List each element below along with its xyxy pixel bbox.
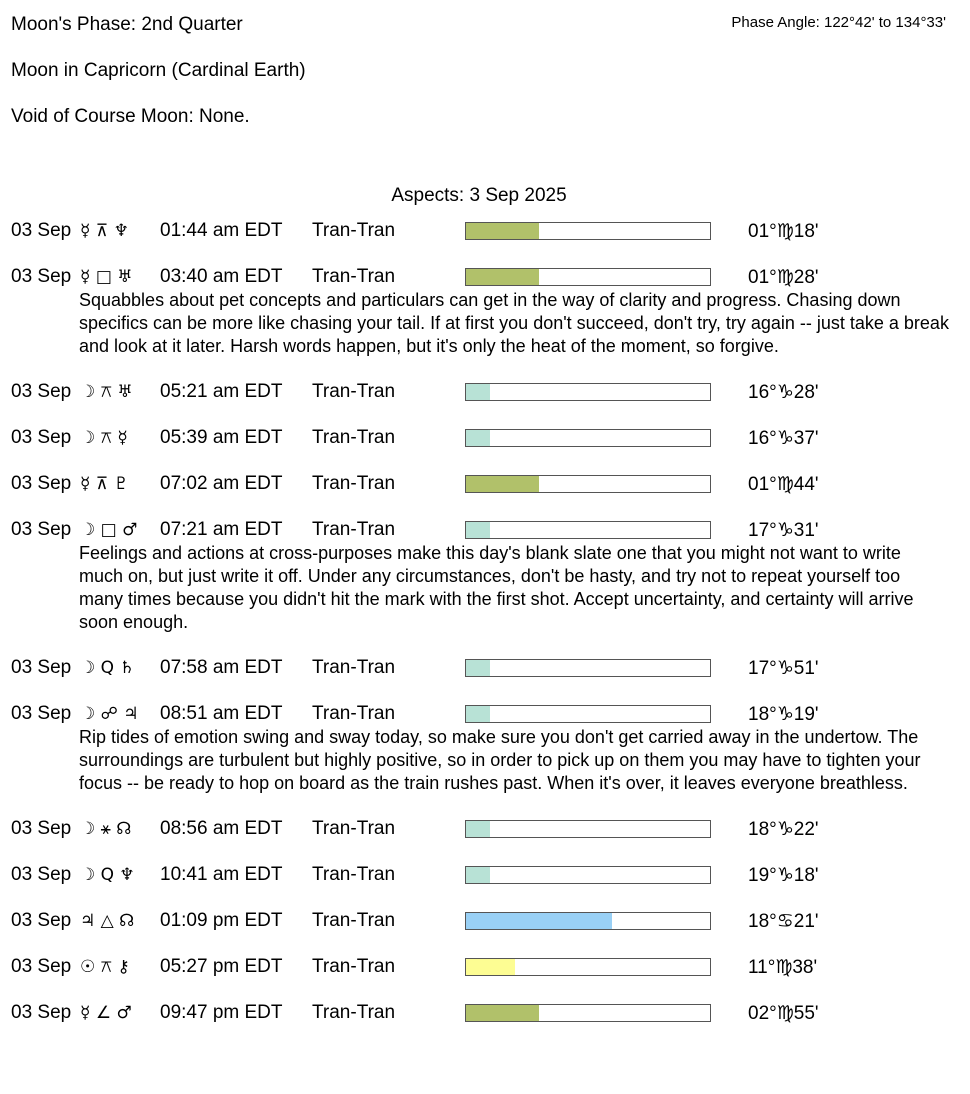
aspect-time: 07:21 am EDT [160, 519, 283, 540]
aspect-time: 05:27 pm EDT [160, 956, 283, 977]
row-spacer [11, 888, 961, 910]
aspect-time: 03:40 am EDT [160, 266, 283, 287]
strength-bar [465, 820, 711, 838]
aspect-time: 05:21 am EDT [160, 381, 283, 402]
moon-sign: Moon in Capricorn (Cardinal Earth) [11, 60, 306, 81]
aspect-glyphs: ☿ ⊼ ♇ [80, 474, 129, 494]
aspect-glyphs: ☉ ⚻ ⚷ [80, 957, 130, 977]
aspect-date: 03 Sep [11, 956, 72, 977]
strength-bar [465, 383, 711, 401]
aspect-glyphs: ♃ △ ☊ [80, 911, 135, 931]
aspect-glyphs: ☽ ☍ ♃ [80, 704, 139, 724]
strength-bar-fill [466, 384, 490, 400]
aspect-position: 17°♑51' [748, 658, 819, 679]
aspect-date: 03 Sep [11, 427, 72, 448]
aspect-time: 08:56 am EDT [160, 818, 283, 839]
strength-bar-fill [466, 223, 539, 239]
aspect-date: 03 Sep [11, 818, 72, 839]
aspect-date: 03 Sep [11, 266, 72, 287]
aspect-date: 03 Sep [11, 220, 72, 241]
aspect-time: 09:47 pm EDT [160, 1002, 283, 1023]
aspect-glyphs: ☿ ∠ ♂ [80, 1003, 132, 1023]
strength-bar-fill [466, 867, 490, 883]
aspect-date: 03 Sep [11, 381, 72, 402]
aspect-row [11, 703, 961, 727]
aspect-glyphs: ☽ Q ♄ [80, 658, 135, 678]
aspect-row [11, 473, 961, 497]
strength-bar [465, 705, 711, 723]
aspect-row [11, 266, 961, 290]
strength-bar [465, 958, 711, 976]
row-spacer [11, 980, 961, 1002]
strength-bar-fill [466, 706, 490, 722]
aspect-type: Tran-Tran [312, 266, 396, 287]
strength-bar-fill [466, 660, 490, 676]
aspect-description: Squabbles about pet concepts and particulars can get in the way of clarity and progress. Chasing down specifics can be more like chasing your tail. If at first you don't succeed, don't try, try again -- just take a break and look at it later. Harsh words happen, but it's only the heat of the moment, so forgive. [79, 290, 949, 356]
aspect-glyphs: ☽ Q ♆ [80, 865, 135, 885]
row-spacer [11, 934, 961, 956]
row-spacer [11, 842, 961, 864]
aspect-position: 17°♑31' [748, 520, 819, 541]
aspect-type: Tran-Tran [312, 864, 396, 885]
strength-bar-fill [466, 959, 515, 975]
row-spacer [11, 405, 961, 427]
void-of-course: Void of Course Moon: None. [11, 106, 250, 127]
strength-bar-fill [466, 913, 612, 929]
strength-bar [465, 429, 711, 447]
aspect-position: 01°♍18' [748, 221, 819, 242]
strength-bar-fill [466, 476, 539, 492]
aspect-type: Tran-Tran [312, 381, 396, 402]
phase-angle: Phase Angle: 122°42' to 134°33' [731, 14, 946, 31]
strength-bar [465, 475, 711, 493]
aspect-type: Tran-Tran [312, 519, 396, 540]
row-spacer [11, 451, 961, 473]
aspect-position: 18°♋21' [748, 911, 819, 932]
aspect-date: 03 Sep [11, 910, 72, 931]
aspect-time: 05:39 am EDT [160, 427, 283, 448]
strength-bar [465, 268, 711, 286]
strength-bar-fill [466, 821, 490, 837]
aspect-position: 18°♑22' [748, 819, 819, 840]
strength-bar-fill [466, 269, 539, 285]
aspect-row [11, 519, 961, 543]
strength-bar [465, 521, 711, 539]
aspect-row [11, 956, 961, 980]
aspect-date: 03 Sep [11, 519, 72, 540]
aspect-row [11, 910, 961, 934]
aspect-glyphs: ☿ □ ♅ [80, 267, 133, 287]
row-spacer [11, 497, 961, 519]
moon-phase: Moon's Phase: 2nd Quarter [11, 14, 243, 35]
aspects-title: Aspects: 3 Sep 2025 [391, 185, 567, 206]
row-spacer [11, 634, 961, 657]
aspect-position: 16°♑37' [748, 428, 819, 449]
aspect-position: 18°♑19' [748, 704, 819, 725]
strength-bar [465, 1004, 711, 1022]
aspect-type: Tran-Tran [312, 657, 396, 678]
row-spacer [11, 681, 961, 703]
aspect-position: 11°♍38' [748, 957, 818, 978]
aspect-row [11, 427, 961, 451]
aspect-row [11, 381, 961, 405]
aspect-type: Tran-Tran [312, 220, 396, 241]
strength-bar-fill [466, 522, 490, 538]
aspects-list [11, 220, 961, 1048]
aspect-time: 10:41 am EDT [160, 864, 283, 885]
aspect-row [11, 818, 961, 842]
aspect-row [11, 657, 961, 681]
strength-bar [465, 866, 711, 884]
aspect-description: Feelings and actions at cross-purposes make this day's blank slate one that you might not want to write much on, but just write it off. Under any circumstances, don't be hasty, and try not to repeat yourself too many times because you didn't hit the mark with the first shot. Accept uncertainty, and certainty will arrive soon enough. [79, 543, 914, 632]
aspect-position: 19°♑18' [748, 865, 819, 886]
row-spacer [11, 358, 961, 381]
aspect-position: 16°♑28' [748, 382, 819, 403]
row-spacer [11, 1026, 961, 1048]
aspect-type: Tran-Tran [312, 956, 396, 977]
row-spacer [11, 795, 961, 818]
aspect-date: 03 Sep [11, 864, 72, 885]
aspect-type: Tran-Tran [312, 427, 396, 448]
aspect-row [11, 220, 961, 244]
aspect-glyphs: ☽ ⚻ ☿ [80, 428, 128, 448]
strength-bar [465, 659, 711, 677]
aspect-date: 03 Sep [11, 473, 72, 494]
aspect-type: Tran-Tran [312, 703, 396, 724]
aspect-date: 03 Sep [11, 1002, 72, 1023]
strength-bar [465, 912, 711, 930]
row-spacer [11, 244, 961, 266]
strength-bar [465, 222, 711, 240]
aspect-time: 01:09 pm EDT [160, 910, 283, 931]
aspect-position: 02°♍55' [748, 1003, 819, 1024]
aspect-position: 01°♍44' [748, 474, 819, 495]
strength-bar-fill [466, 1005, 539, 1021]
strength-bar-fill [466, 430, 490, 446]
aspect-glyphs: ☽ □ ♂ [80, 520, 138, 540]
aspect-type: Tran-Tran [312, 910, 396, 931]
aspect-glyphs: ☿ ⊼ ♆ [80, 221, 129, 241]
aspect-row [11, 864, 961, 888]
aspect-time: 07:58 am EDT [160, 657, 283, 678]
aspect-type: Tran-Tran [312, 818, 396, 839]
aspect-glyphs: ☽ ⚻ ♅ [80, 382, 133, 402]
aspect-position: 01°♍28' [748, 267, 819, 288]
aspect-time: 08:51 am EDT [160, 703, 283, 724]
aspect-date: 03 Sep [11, 657, 72, 678]
aspect-type: Tran-Tran [312, 473, 396, 494]
aspect-time: 01:44 am EDT [160, 220, 283, 241]
aspect-row [11, 1002, 961, 1026]
aspect-time: 07:02 am EDT [160, 473, 283, 494]
aspect-description: Rip tides of emotion swing and sway today, so make sure you don't get carried away in the undertow. The surroundings are turbulent but highly positive, so in order to pick up on them you may have to tighten your focus -- be ready to hop on board as the train rushes past. When it's over, it leaves everyone breathless. [79, 727, 921, 793]
aspect-date: 03 Sep [11, 703, 72, 724]
aspect-type: Tran-Tran [312, 1002, 396, 1023]
aspect-glyphs: ☽ ⚹ ☊ [80, 819, 132, 839]
